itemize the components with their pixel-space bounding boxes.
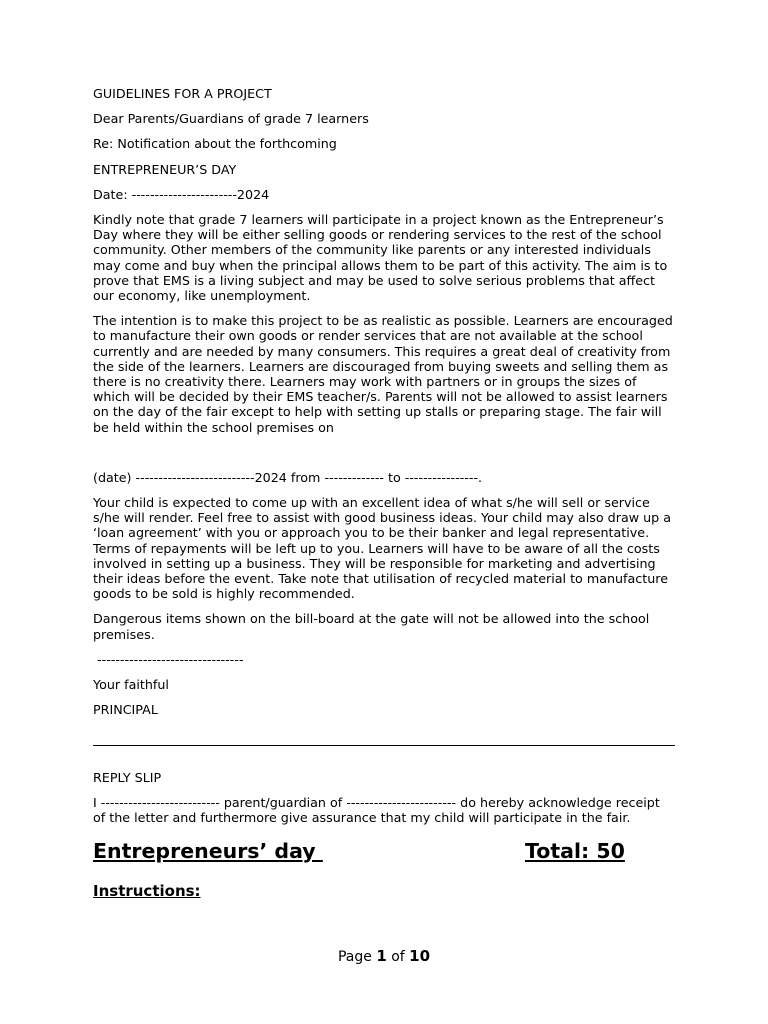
letter-salutation: Dear Parents/Guardians of grade 7 learners: [93, 111, 369, 127]
page-footer: [0, 946, 768, 967]
footer-page-word: Page: [337, 949, 372, 965]
letter-paragraph-3: Your child is expected to come up with an excellent idea of what s/he will sell or service s/he will render. Feel free to assist with good business ideas. Your child may also draw up a ‘loan agreement’ with you or approach you to be their banker and legal representative. Terms of repayments will be left up to you. Learners will have to be aware of all the costs involved in setting up a business. They will be responsible for marketing and advertising their ideas before the event. Take note that utilisation of recycled material to manufacture goods to be sold is highly recommended.: [93, 495, 676, 602]
section-divider: [93, 745, 675, 746]
letter-closing: Your faithful: [93, 677, 169, 693]
footer-total-pages: 10: [409, 947, 431, 965]
assessment-heading: Entrepreneurs’ day: [93, 839, 323, 864]
footer-of-word: of: [391, 949, 405, 965]
instructions-heading: Instructions:: [93, 882, 201, 901]
signature-line: --------------------------------: [93, 651, 244, 667]
letter-re-line: Re: Notification about the forthcoming: [93, 136, 337, 152]
letter-paragraph-1: Kindly note that grade 7 learners will participate in a project known as the Entrepreneur’s Day where they will be either selling goods or rendering services to the rest of the school community. Other members of the community like parents or any interested individuals may come and buy when the principal allows them to be part of this activity. The aim is to prove that EMS is a living subject and may be used to solve serious problems that affect our economy, like unemployment.: [93, 212, 672, 304]
reply-slip-text: I -------------------------- parent/guardian of ------------------------ do hereby acknowledge receipt of the letter and furthermore give assurance that my child will participate in the fair.: [93, 794, 664, 825]
letter-paragraph-2: The intention is to make this project to be as realistic as possible. Learners are encouraged to manufacture their own goods or render services that are not available at the school currently and are needed by many consumers. This requires a great deal of creativity from the side of the learners. Learners are discouraged from buying sweets and selling them as there is no creativity there. Learners may work with partners or in groups the sizes of which will be decided by their EMS teacher/s. Parents will not be allowed to assist learners on the day of the fair except to help with setting up stalls or preparing stage. The fair will be held within the school premises on: [93, 313, 677, 435]
reply-slip-title: REPLY SLIP: [93, 769, 162, 785]
letter-date-line: Date: -----------------------2024: [93, 186, 270, 202]
letter-event-name: ENTREPRENEUR’S DAY: [93, 161, 237, 177]
assessment-header: [93, 835, 675, 867]
letter-signatory: PRINCIPAL: [93, 702, 158, 718]
blank-spacer: [93, 445, 675, 470]
letter-document: [93, 86, 675, 901]
letter-paragraph-4: Dangerous items shown on the bill-board at the gate will not be allowed into the school premises.: [93, 611, 654, 642]
assessment-total: Total: 50: [525, 839, 625, 864]
letter-date-time-line: (date) --------------------------2024 from ------------- to ----------------.: [93, 469, 483, 485]
letter-title: GUIDELINES FOR A PROJECT: [93, 86, 272, 101]
footer-current-page: 1: [376, 947, 387, 965]
